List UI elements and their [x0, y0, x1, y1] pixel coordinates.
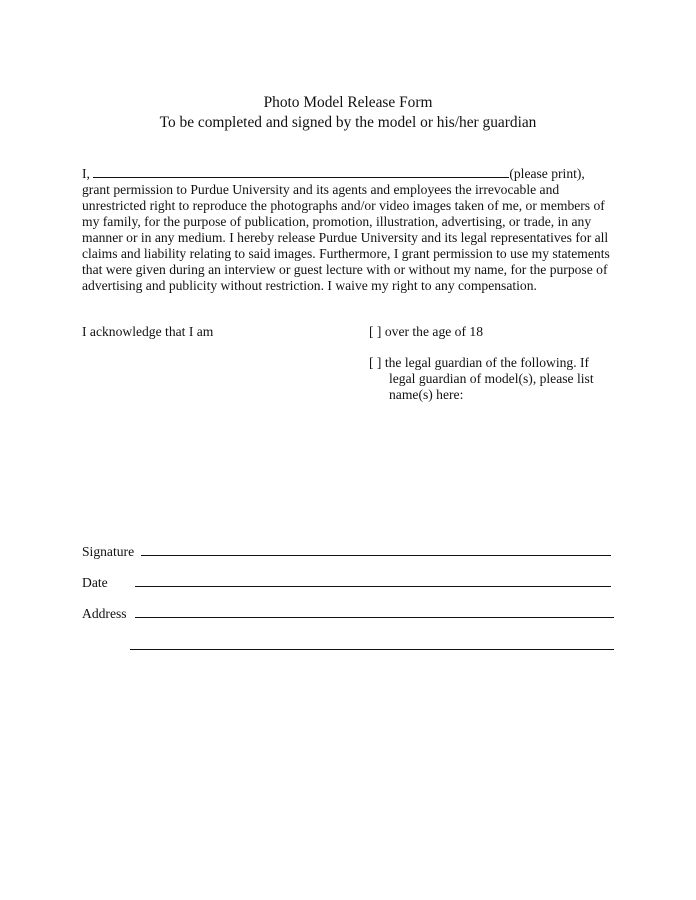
- address-row: [82, 605, 614, 622]
- name-prefix: I,: [82, 166, 90, 181]
- form-title-main: Photo Model Release Form: [263, 94, 433, 111]
- address-label: Address: [82, 606, 127, 621]
- release-paragraph: [82, 166, 622, 294]
- legal-guardian-checkbox[interactable]: [369, 355, 609, 403]
- form-title-subtitle: To be completed and signed by the model or his/her guardian: [159, 114, 537, 131]
- print-name-row: [82, 166, 622, 182]
- address-line2-row: [130, 637, 614, 654]
- legal-guardian-instructions: legal guardian of model(s), please list: [389, 371, 594, 386]
- date-field[interactable]: [135, 574, 611, 587]
- form-title: [0, 93, 696, 133]
- address-field-line1[interactable]: [135, 605, 614, 618]
- legal-guardian-names-prompt: name(s) here:: [389, 387, 464, 402]
- legal-guardian-label: [ ] the legal guardian of the following. If: [369, 355, 590, 370]
- release-text: grant permission to Purdue University and its agents and employees the irrevocable and unrestricted right to reproduce the photographs and/or video images taken of me, or members of my family, for the purpose of publication, promotion, illustration, advertising, or trade, in any manner or in any medium. I hereby release Purdue University and its legal representatives for all claims and liability relating to said images. Furthermore, I grant permission to use my statements that were given during an interview or guest lecture with or without my name, for the purpose of advertising and publicity without restriction. I waive my right to any compensation.: [82, 182, 610, 293]
- date-label: Date: [82, 575, 108, 590]
- date-row: [82, 574, 611, 591]
- over-18-checkbox[interactable]: [ ] over the age of 18: [369, 324, 483, 339]
- name-suffix: (please print),: [509, 166, 585, 181]
- address-field-line2[interactable]: [130, 637, 614, 650]
- print-name-field[interactable]: [93, 166, 509, 178]
- signature-row: [82, 543, 611, 560]
- signature-label: Signature: [82, 544, 135, 559]
- acknowledge-label: I acknowledge that I am: [82, 324, 214, 339]
- signature-field[interactable]: [141, 543, 611, 556]
